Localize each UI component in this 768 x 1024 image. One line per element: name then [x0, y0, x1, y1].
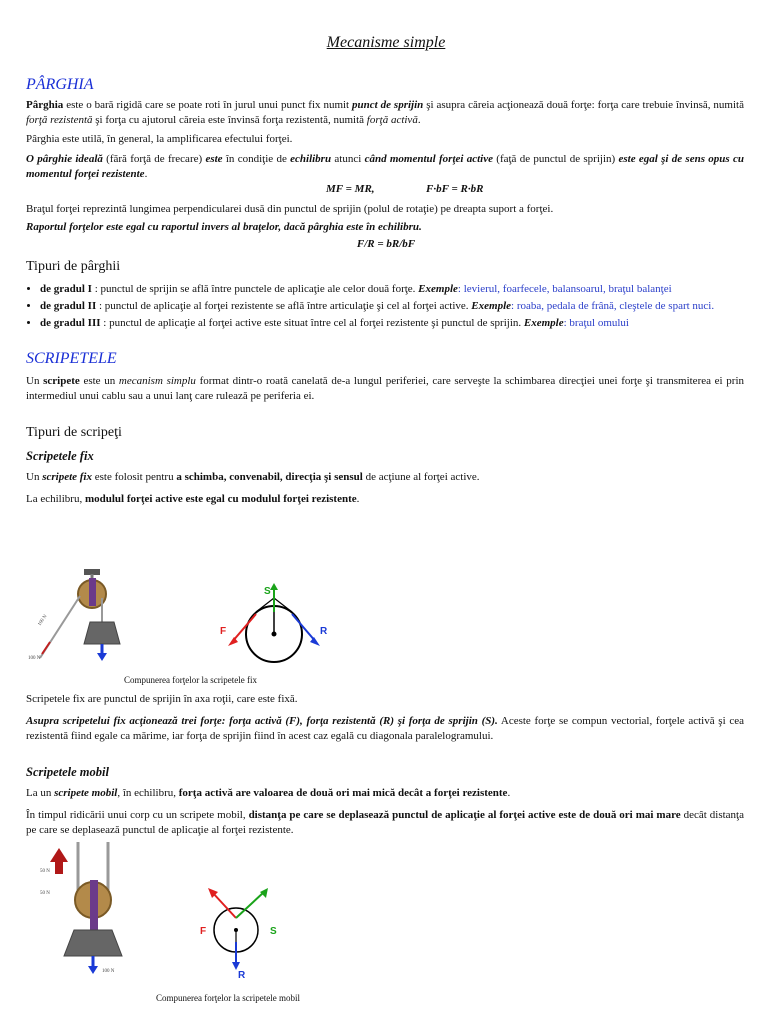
- text: La un: [26, 787, 55, 799]
- mobile-pulley-vector-diagram: [186, 880, 296, 980]
- vector-S-head: [260, 888, 268, 898]
- grade: de gradul III: [40, 316, 101, 329]
- heading-tipuri-parghii: Tipuri de pârghii: [26, 259, 121, 274]
- pull-arrow-head: [50, 848, 68, 862]
- desc: : punctul de aplicaţie al forţei active este situat între cel al forţei rezistente şi punctul de sprijin.: [100, 316, 524, 329]
- vector-R-head: [310, 637, 320, 646]
- label-weight: 100 N: [102, 969, 115, 974]
- text: este egal şi de sens opus cu momentul forţei rezistente: [26, 153, 744, 180]
- list-item: [40, 299, 758, 314]
- term-forta-rezistenta: forţă rezistentă: [26, 113, 93, 126]
- formula-ratio: F/R = bR/bF: [356, 238, 416, 250]
- vector-R-label: R: [320, 626, 328, 637]
- examples-link[interactable]: : roaba, pedala de frână, cleştele de spart nuci.: [511, 299, 715, 312]
- text: format dintr-o roată canelată de-a lungul periferiei, care serveşte la schimbarea direcţiei unei forţe şi transmiterea ei prin intermediul unui cablu sau a unui lanţ care rulează pe periferia ei.: [26, 375, 744, 402]
- rope-label: 100 N: [37, 614, 49, 628]
- vector-F-label: F: [200, 926, 207, 937]
- weight-arrow-head: [97, 653, 107, 661]
- weight-block: [84, 622, 120, 644]
- vector-F-head: [228, 637, 238, 646]
- term-scripete-fix: scripete fix: [42, 471, 92, 483]
- force-label: 100 N: [28, 656, 41, 661]
- text: modulul forţei active este egal cu modulul forţei rezistente: [84, 493, 357, 505]
- vector-S-line: [236, 892, 264, 918]
- vector-S-label: S: [264, 586, 271, 597]
- mobil-equilibrium: [26, 786, 744, 801]
- text: şi asupra căreia acţionează două forţe: forţa care trebuie învinsă, numită: [423, 99, 744, 111]
- grade: de gradul II: [40, 299, 97, 312]
- vector-R-line: [292, 614, 316, 642]
- section-heading-scripetele: SCRIPETELE: [26, 350, 117, 367]
- text: este un: [79, 375, 119, 387]
- term-scripete-mobil: scripete mobil: [54, 787, 118, 799]
- formula-arms: F·bF = R·bR: [426, 183, 484, 195]
- mobil-distance: [26, 808, 744, 838]
- raport-statement: Raportul forţelor este egal cu raportul invers al braţelor, dacă pârghia este în echilibru.: [26, 221, 422, 233]
- text: echilibru: [290, 153, 332, 165]
- term-scripete: scripete: [43, 375, 80, 387]
- text: Un: [26, 375, 44, 387]
- weight-arrow-head: [88, 966, 98, 974]
- weight-block: [64, 930, 122, 956]
- text: .: [417, 113, 421, 126]
- text: O pârghie ideală: [26, 153, 103, 165]
- ex-label: Exemple: [523, 316, 564, 329]
- term-forta-activa: forţă activă: [366, 113, 418, 126]
- text: este folosit pentru: [92, 471, 177, 483]
- text: Un: [26, 471, 43, 483]
- lever-types-list: [26, 282, 758, 333]
- text: , în echilibru,: [117, 787, 179, 799]
- text: .: [507, 787, 511, 799]
- text: de acţiune al forţei active.: [362, 471, 480, 483]
- text: forţa activă are valoarea de două ori mai mică decât a forţei rezistente: [178, 787, 508, 799]
- parghia-ideala: [26, 152, 744, 182]
- vector-F-label: F: [220, 626, 227, 637]
- fix-sprijin: Scripetele fix are punctul de sprijin în axa roţii, care este fixă.: [26, 693, 298, 705]
- mobil-figure-caption: Compunerea forţelor la scripetele mobil: [156, 993, 300, 1003]
- fix-three-forces: [26, 714, 744, 744]
- text: este: [205, 153, 223, 165]
- examples-link[interactable]: : levierul, foarfecele, balansoarul, braţul balanţei: [457, 283, 672, 295]
- text: distanţa pe care se deplasează punctul de aplicaţie al forţei active este de două ori mai mare: [248, 809, 681, 821]
- heading-scripetele-mobil: Scripetele mobil: [26, 765, 109, 779]
- term-mecanism: mecanism simplu: [118, 375, 196, 387]
- text: (faţă de punctul de sprijin): [493, 153, 619, 165]
- fix-figure-caption: Compunerea forţelor la scripetele fix: [124, 675, 257, 685]
- text: a schimba, convenabil, direcţia şi sensul: [176, 471, 363, 483]
- vector-S-label: S: [270, 926, 277, 937]
- vector-R-label: R: [238, 970, 246, 980]
- parghia-utility: Pârghia este utilă, în general, la amplificarea efectului forţei.: [26, 133, 293, 145]
- text: este o bară rigidă care se poate roti în jurul unui punct fix numit: [63, 99, 353, 111]
- desc: : punctul de sprijin se află între punctele de aplicaţie ale celor două forţe.: [91, 283, 419, 295]
- vector-F-line: [232, 614, 256, 642]
- text: La echilibru,: [26, 493, 85, 505]
- text: când momentul forţei active: [364, 153, 493, 165]
- text: În timpul ridicării unui corp cu un scripete mobil,: [26, 809, 249, 821]
- fixed-pulley-vector-diagram: [214, 582, 334, 672]
- brat-definition: Braţul forţei reprezintă lungimea perpendicularei dusă din punctul de sprijin (polul de rotaţie) pe dreapta suport a forţei.: [26, 203, 554, 215]
- text: în condiţie de: [222, 153, 291, 165]
- text: .: [356, 493, 360, 505]
- text: Asupra scripetelui fix acţionează trei forţe: forţa activă (F), forţa rezistentă (R) şi forţa de sprijin (S).: [26, 715, 498, 727]
- fixed-pulley-photo: [26, 566, 136, 666]
- term-parghia: Pârghia: [26, 99, 64, 111]
- grade: de gradul I: [40, 283, 92, 295]
- parghia-definition: [26, 98, 744, 128]
- heading-scripetele-fix: Scripetele fix: [26, 449, 94, 463]
- label-mid: 50 N: [40, 891, 50, 896]
- force-arrow: [42, 642, 50, 654]
- pulley-bracket: [90, 880, 98, 930]
- heading-tipuri-scripeti: Tipuri de scripeţi: [26, 425, 122, 440]
- scripete-definition: [26, 374, 744, 404]
- pull-arrow-shaft: [55, 860, 63, 874]
- rope-line-left: [256, 598, 274, 612]
- text: atunci: [331, 153, 365, 165]
- ex-label: Exemple: [471, 299, 512, 312]
- mobile-pulley-photo: [30, 842, 140, 982]
- rope-line-right: [274, 598, 292, 612]
- page-title: Mecanisme simple: [326, 34, 446, 51]
- text: (fără forţă de frecare): [102, 153, 206, 165]
- document-page: [26, 0, 746, 1024]
- vector-S-head: [270, 583, 278, 590]
- vector-F-line: [212, 892, 236, 918]
- text: decât distanţa pe care se deplasează punctul de aplicaţie al forţei rezistente.: [26, 809, 745, 836]
- label-top: 50 N: [40, 869, 50, 874]
- vector-R-head: [232, 962, 240, 970]
- section-heading-parghia: PÂRGHIA: [26, 76, 94, 93]
- ex-label: Exemple: [418, 283, 458, 295]
- list-item: [40, 316, 758, 331]
- pulley-bracket: [89, 578, 96, 606]
- text: şi forţa cu ajutorul căreia este învinsă forţa rezistentă, numită: [92, 113, 367, 126]
- formula-moments: MF = MR,: [326, 183, 375, 195]
- text: Aceste forţe se compun vectorial, forţele activă şi cea rezistentă fiind egale ca mărime, iar forţa de sprijin fiind în acest caz egală cu diagonala paralelogramului.: [26, 715, 744, 742]
- examples-link[interactable]: : braţul omului: [563, 316, 629, 329]
- text: .: [144, 167, 148, 180]
- term-punct-de-sprijin: punct de sprijin: [352, 99, 424, 111]
- fix-usage: [26, 470, 744, 485]
- list-item: [40, 282, 758, 297]
- fix-equilibrium: [26, 492, 744, 507]
- desc: : punctul de aplicaţie al forţei rezistente se află între articulaţie şi cel al forţei active.: [96, 299, 472, 312]
